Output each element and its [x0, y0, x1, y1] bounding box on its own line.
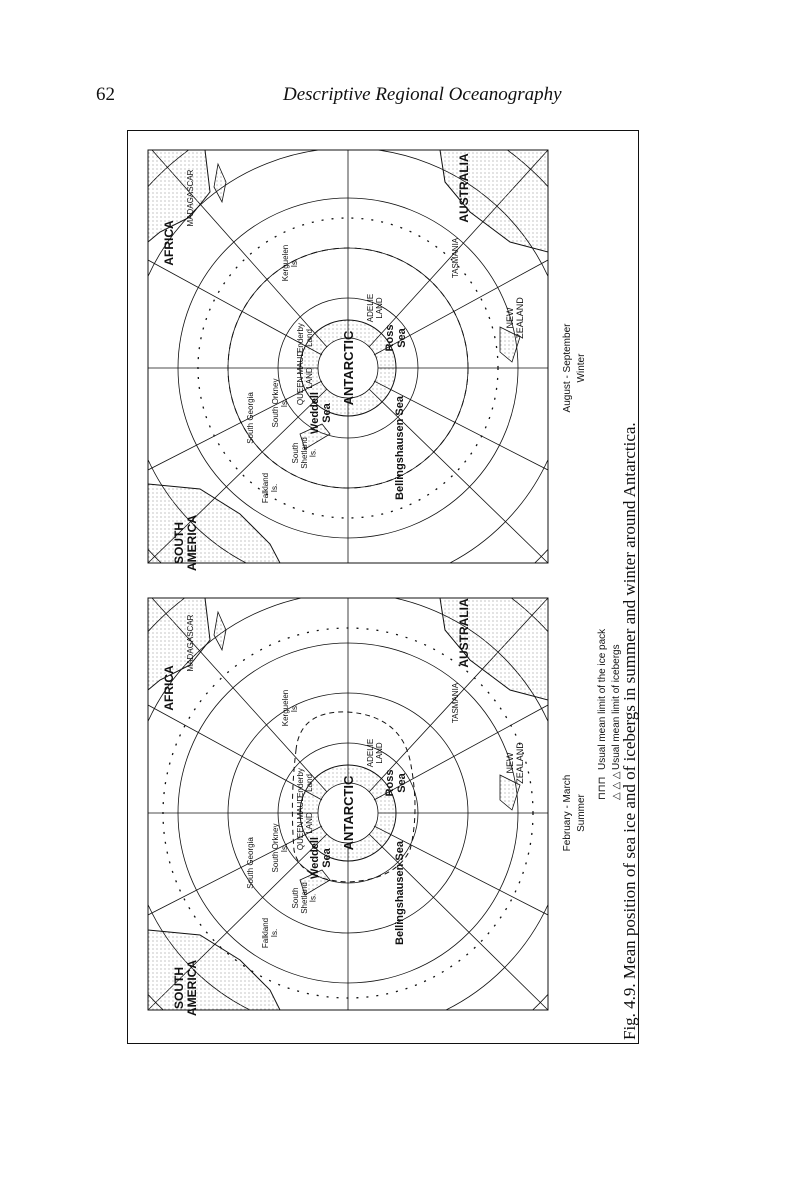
label-south-shetland-w: SouthShetlandIs. [291, 437, 318, 469]
figure-caption [620, 160, 640, 1040]
label-bellingshausen: Bellingshausen Sea [394, 841, 406, 945]
label-australia: AUSTRALIA [457, 598, 471, 668]
label-south-georgia: South Georgia [246, 837, 255, 889]
label-weddell: WeddellSea [309, 837, 334, 879]
running-title: Descriptive Regional Oceanography [283, 84, 562, 105]
label-enderby-w: EnderbyLand [296, 323, 314, 353]
label-south-georgia-w: South Georgia [246, 392, 255, 444]
legend [597, 628, 622, 800]
label-south-shetland: SouthShetlandIs. [291, 882, 318, 914]
summer-season-labels [562, 775, 587, 852]
label-south-america: SOUTHAMERICA [172, 960, 200, 1016]
label-africa: AFRICA [162, 665, 176, 711]
label-tasmania: TASMANIA [451, 682, 460, 724]
legend-icebergs-symbol: △ △ △ [611, 771, 622, 800]
label-enderby: EnderbyLand [296, 768, 314, 798]
label-adelie-w: ADELIELAND [366, 293, 384, 323]
label-falkland-w: FalklandIs. [261, 472, 279, 504]
label-kerguelen-w: KerguelenIs. [281, 244, 299, 282]
winter-months: August - September [562, 323, 573, 413]
label-south-orkney-w: South OrkneyIs. [271, 378, 289, 428]
label-ross-w: RossSea [384, 324, 409, 352]
label-weddell-w: WeddellSea [309, 392, 334, 434]
summer-months: February - March [562, 774, 573, 852]
legend-ice-pack: Usual mean limit of the ice pack [597, 628, 608, 770]
label-falkland: FalklandIs. [261, 917, 279, 949]
label-queen-maud-w: QUEEN MAUDLAND [296, 350, 314, 406]
label-madagascar: MADAGASCAR [186, 614, 195, 672]
winter-season-labels [562, 323, 587, 413]
winter-season: Winter [576, 353, 587, 383]
label-south-america-w: SOUTHAMERICA [172, 515, 200, 571]
label-antarctic: ANTARCTIC [341, 775, 356, 851]
label-queen-maud: QUEEN MAUDLAND [296, 795, 314, 851]
label-new-zealand: NEWZEALAND [505, 742, 525, 784]
label-africa-w: AFRICA [162, 220, 176, 266]
label-madagascar-w: MADAGASCAR [186, 169, 195, 227]
label-new-zealand-w: NEWZEALAND [505, 297, 525, 339]
legend-icebergs: Usual mean limit of icebergs [611, 644, 622, 770]
label-bellingshausen-w: Bellingshausen Sea [394, 396, 406, 500]
summer-season: Summer [576, 794, 587, 832]
label-south-orkney: South OrkneyIs. [271, 823, 289, 873]
page-number: 62 [96, 84, 115, 105]
figure-caption-text: Mean position of sea ice and of icebergs in summer and winter around Antarctica. [620, 422, 639, 980]
legend-ice-pack-symbol: ⊓⊓⊓ [597, 776, 608, 800]
figure-label: Fig. 4.9. [620, 983, 639, 1040]
label-australia-w: AUSTRALIA [457, 153, 471, 223]
label-kerguelen: KerguelenIs. [281, 689, 299, 727]
label-tasmania-w: TASMANIA [451, 237, 460, 279]
label-ross: RossSea [384, 769, 409, 797]
label-antarctic-w: ANTARCTIC [341, 330, 356, 406]
label-adelie: ADELIELAND [366, 738, 384, 768]
